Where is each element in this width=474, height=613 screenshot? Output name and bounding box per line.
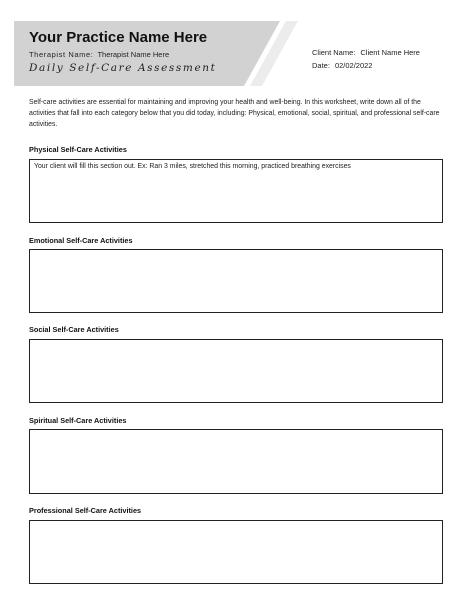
date-label: Date: (312, 61, 330, 70)
professional-section-title: Professional Self-Care Activities (29, 506, 142, 515)
intro-paragraph: Self-care activities are essential for maintaining and improving your health and well-being. In this worksheet, write down all of the activities that fall into each category below that you did today, including: Physical, emotional, social, spiritual, and professional self-care activities. (29, 99, 440, 129)
client-info (312, 48, 420, 74)
physical-activities-text: Your client will fill this section out. Ex: Ran 3 miles, stretched this morning, practiced breathing exercises (34, 163, 351, 170)
professional-activities-text (30, 521, 442, 527)
therapist-label: Therapist Name: (29, 50, 94, 59)
therapist-line (29, 50, 169, 59)
form-title: Daily Self-Care Assessment (29, 62, 217, 74)
practice-name: Your Practice Name Here (29, 29, 208, 46)
spiritual-activities-field[interactable] (29, 429, 443, 494)
social-activities-text (30, 340, 442, 346)
emotional-activities-field[interactable] (29, 249, 443, 313)
physical-section-title: Physical Self-Care Activities (29, 145, 127, 154)
spiritual-section-title: Spiritual Self-Care Activities (29, 416, 127, 425)
therapist-value: Therapist Name Here (97, 50, 170, 59)
emotional-section-title: Emotional Self-Care Activities (29, 236, 133, 245)
date-value: 02/02/2022 (334, 61, 373, 70)
social-activities-field[interactable] (29, 339, 443, 403)
emotional-activities-text (30, 250, 442, 256)
client-label: Client Name: (312, 48, 356, 57)
client-value: Client Name Here (360, 48, 420, 57)
physical-activities-field[interactable] (29, 159, 443, 223)
social-section-title: Social Self-Care Activities (29, 325, 119, 334)
spiritual-activities-text (30, 430, 442, 436)
professional-activities-field[interactable] (29, 520, 443, 584)
header (0, 0, 474, 90)
